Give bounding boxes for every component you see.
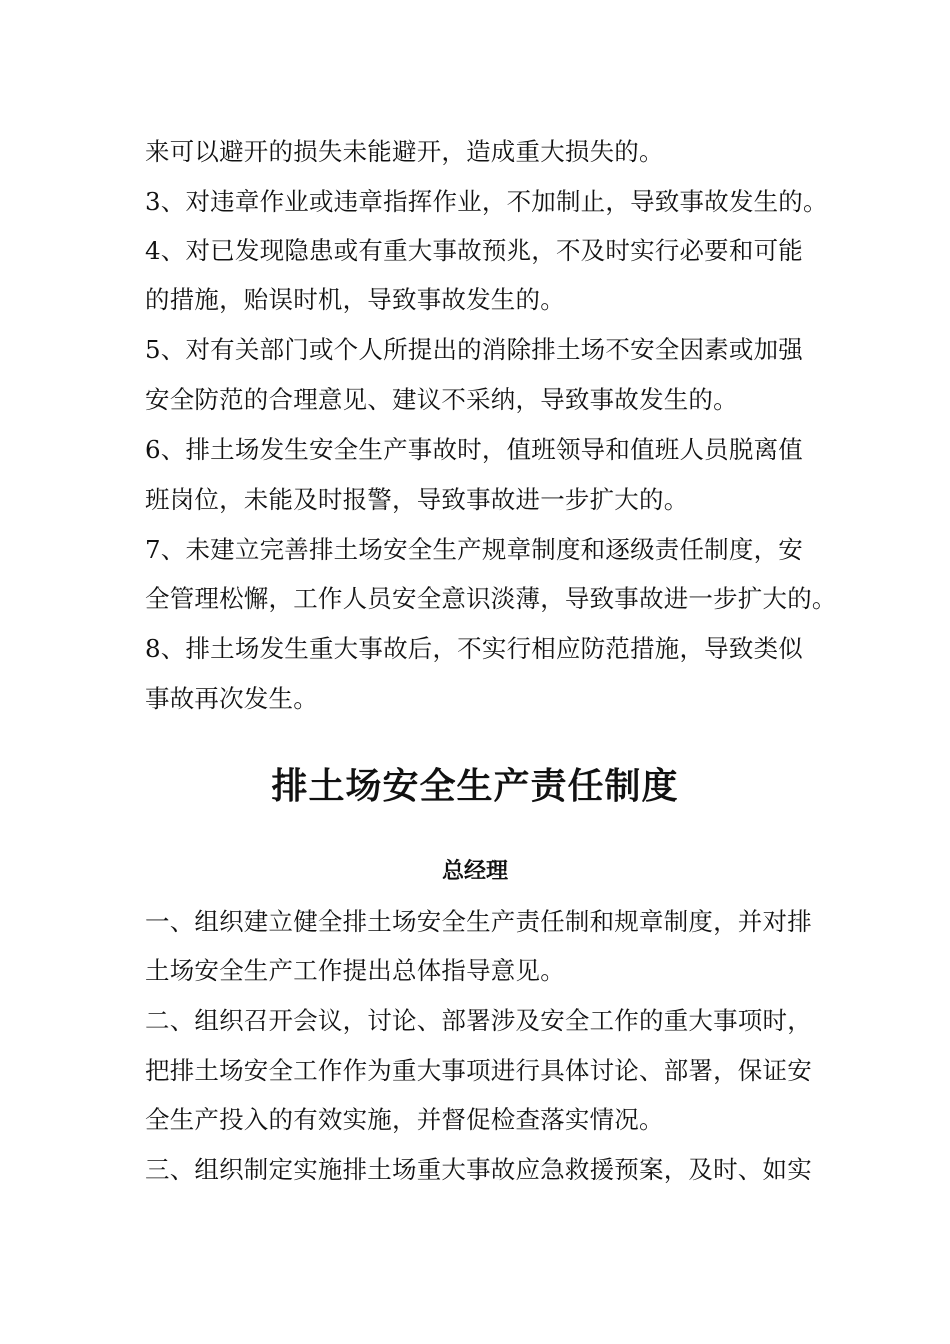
paragraph-line: 6、排土场发生安全生产事故时，值班领导和值班人员脱离值 (145, 435, 803, 464)
paragraph-line: 来可以避开的损失未能避开，造成重大损失的。 (145, 137, 664, 166)
paragraph-line: 三、组织制定实施排土场重大事故应急救援预案，及时、如实 (145, 1155, 812, 1184)
paragraph-line: 的措施，贻误时机，导致事故发生的。 (145, 285, 565, 314)
paragraph-line: 全管理松懈，工作人员安全意识淡薄，导致事故进一步扩大的。 (145, 584, 837, 613)
paragraph-line: 3、对违章作业或违章指挥作业，不加制止，导致事故发生的。 (145, 187, 828, 216)
section-heading: 总经理 (441, 859, 508, 884)
paragraph-line: 事故再次发生。 (145, 684, 318, 713)
paragraph-line: 把排土场安全工作作为重大事项进行具体讨论、部署，保证安 (145, 1056, 812, 1085)
paragraph-line: 安全防范的合理意见、建议不采纳，导致事故发生的。 (145, 385, 738, 414)
paragraph-line: 班岗位，未能及时报警，导致事故进一步扩大的。 (145, 485, 689, 514)
document-title: 排土场安全生产责任制度 (271, 766, 679, 807)
paragraph-line: 全生产投入的有效实施，并督促检查落实情况。 (145, 1105, 664, 1134)
paragraph-line: 7、未建立完善排土场安全生产规章制度和逐级责任制度，安 (145, 535, 803, 564)
paragraph-line: 5、对有关部门或个人所提出的消除排土场不安全因素或加强 (145, 335, 803, 364)
paragraph-line: 一、组织建立健全排土场安全生产责任制和规章制度，并对排 (145, 907, 812, 936)
paragraph-line: 4、对已发现隐患或有重大事故预兆，不及时实行必要和可能 (145, 236, 803, 265)
paragraph-line: 土场安全生产工作提出总体指导意见。 (145, 956, 565, 985)
paragraph-line: 二、组织召开会议，讨论、部署涉及安全工作的重大事项时， (145, 1006, 812, 1035)
paragraph-line: 8、排土场发生重大事故后，不实行相应防范措施，导致类似 (145, 634, 803, 663)
